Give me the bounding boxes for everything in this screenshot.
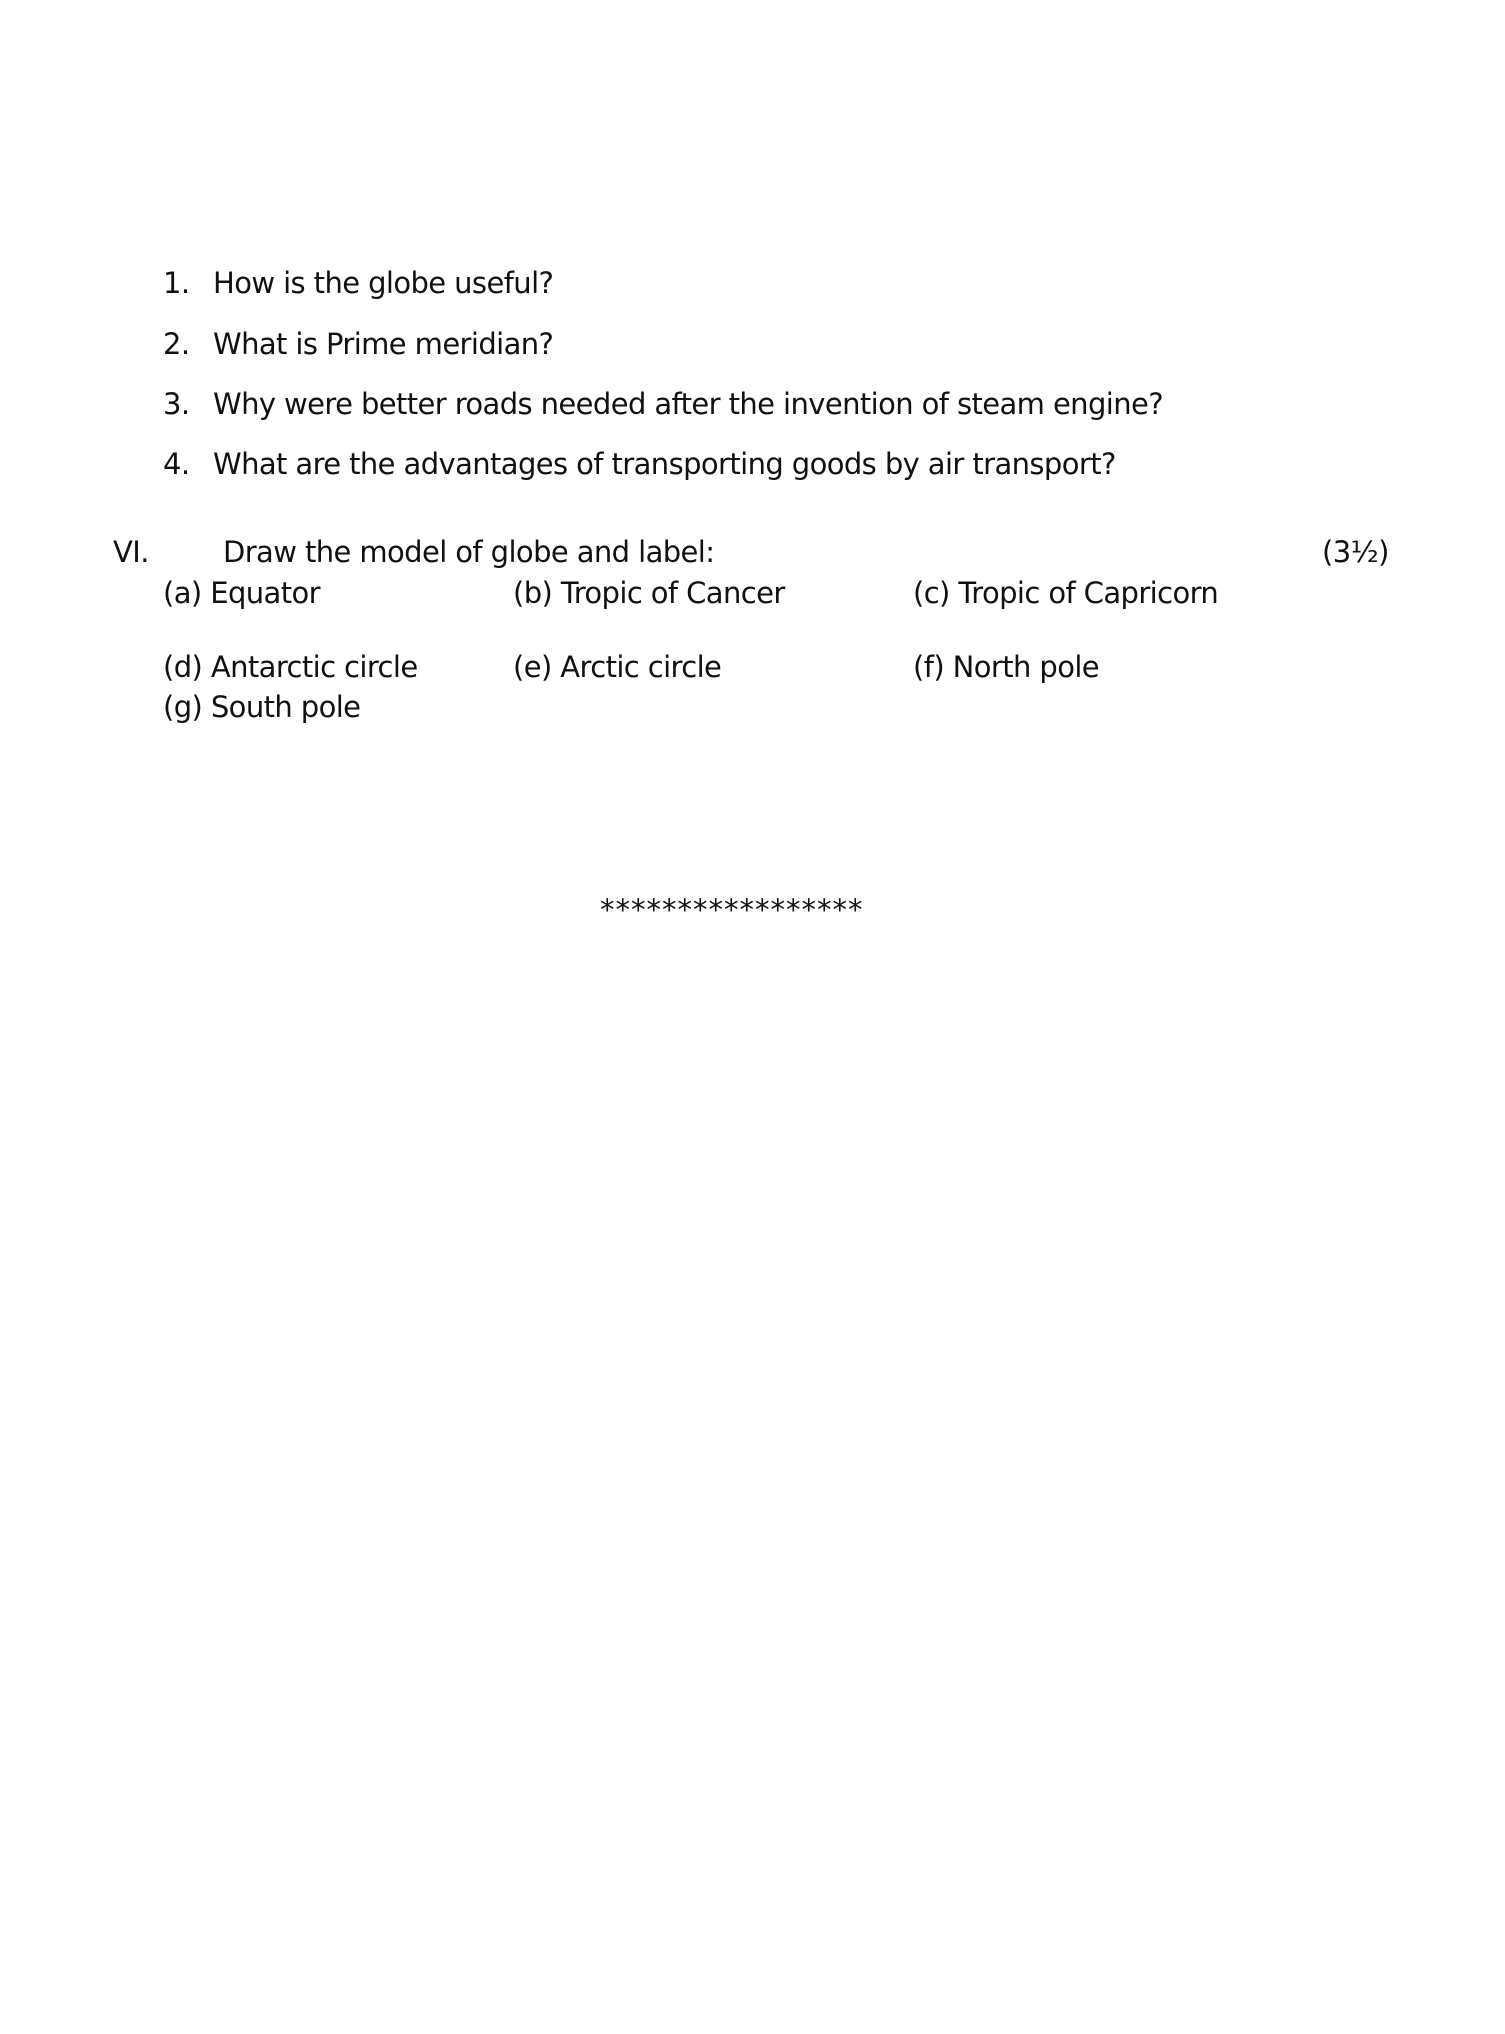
label-item: (g) South pole: [163, 690, 361, 724]
section-numeral: VI.: [113, 535, 149, 569]
question-number: 3.: [163, 387, 190, 421]
end-of-paper-marker: *****************: [600, 893, 864, 927]
question-text: Why were better roads needed after the invention of steam engine?: [213, 387, 1164, 421]
question-text: How is the globe useful?: [213, 266, 554, 300]
label-item: (a) Equator: [163, 576, 320, 610]
section-instruction: Draw the model of globe and label:: [223, 535, 715, 569]
label-item: (f) North pole: [913, 650, 1100, 684]
label-item: (d) Antarctic circle: [163, 650, 418, 684]
question-text: What is Prime meridian?: [213, 327, 554, 361]
label-item: (c) Tropic of Capricorn: [913, 576, 1219, 610]
label-item: (e) Arctic circle: [513, 650, 722, 684]
question-text: What are the advantages of transporting goods by air transport?: [213, 447, 1116, 481]
question-number: 2.: [163, 327, 190, 361]
label-item: (b) Tropic of Cancer: [513, 576, 785, 610]
marks-label: (3½): [1322, 535, 1389, 569]
question-number: 1.: [163, 266, 190, 300]
question-number: 4.: [163, 447, 190, 481]
